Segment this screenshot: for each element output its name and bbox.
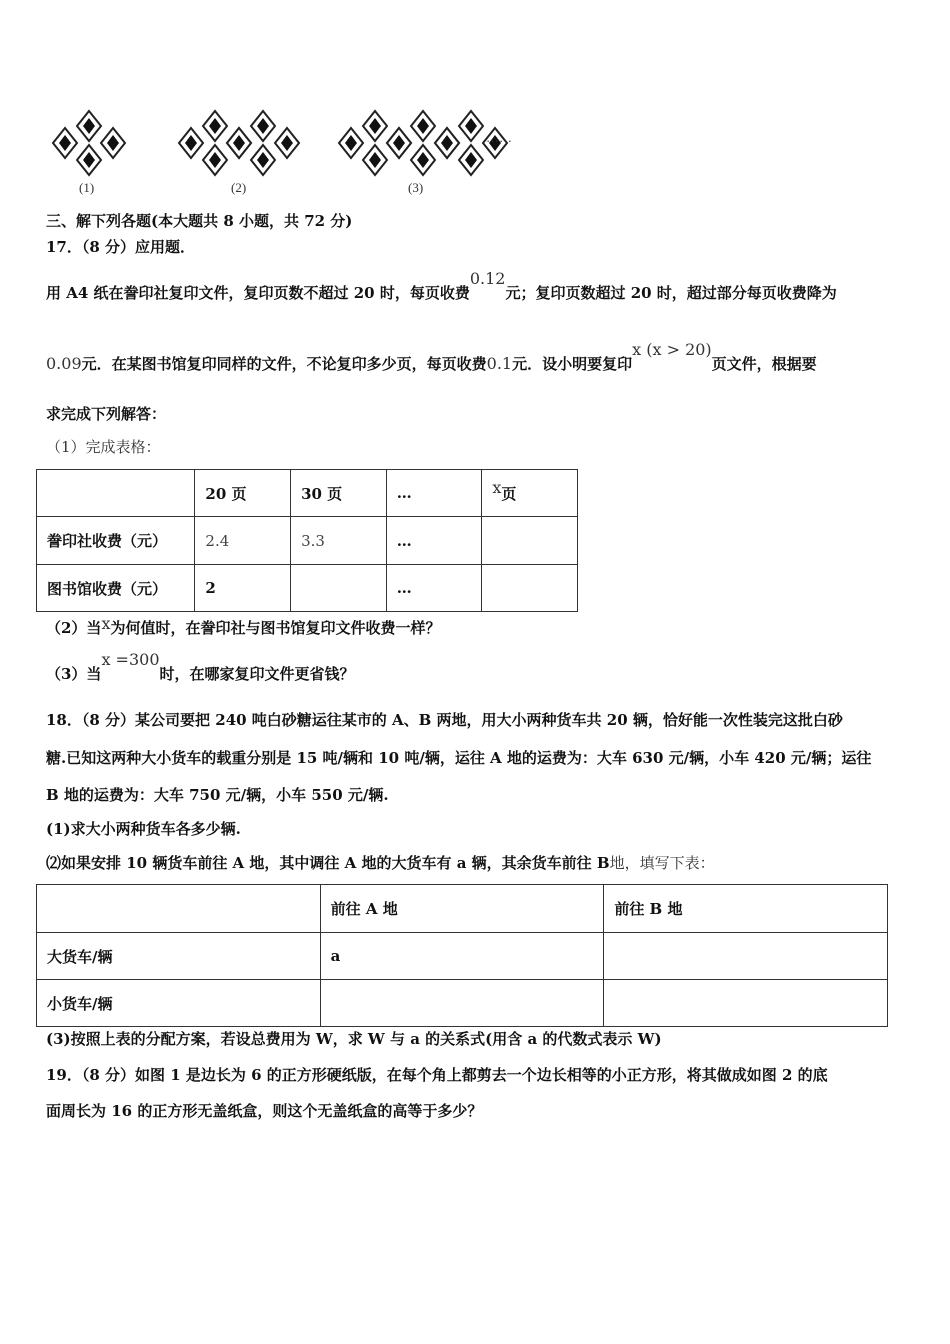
table-cell: … [386,565,482,612]
table-cell: a [320,933,604,980]
q17-line1: 用 A4 纸在誊印社复印文件，复印页数不超过 20 时，每页收费0.12元；复印页数超过 20 时，超过部分每页收费降为 [46,269,837,302]
table-cell [482,565,578,612]
q17-table [36,469,578,612]
q18-table [36,884,888,1027]
table-cell [291,565,387,612]
table-cell [37,470,195,517]
table-header: 前往 A 地 [320,885,604,933]
table-row [37,980,888,1027]
pattern-figures [40,95,560,205]
figure-2-label: (2) [231,180,247,195]
price-library: 0.1 [486,354,513,373]
table-row [37,885,888,933]
table-header: 前往 B 地 [604,885,888,933]
q17-part1: （1）完成表格： [46,438,161,456]
figure-2 [179,111,299,175]
row-label: 誊印社收费（元） [37,517,195,565]
q18-line2: 糖.已知这两种大小货车的载重分别是 15 吨/辆和 10 吨/辆，运往 A 地的运费为：大车 630 元/辆，小车 420 元/辆；运往 [46,749,872,767]
table-row [37,565,578,612]
table-cell: 3.3 [291,517,387,565]
price-reduced: 0.09 [46,354,82,373]
q18-line3: B 地的运费为：大车 750 元/辆，小车 550 元/辆. [46,786,389,804]
q17-part2: （2）当x为何值时，在誊印社与图书馆复印文件收费一样？ [46,614,441,637]
x-condition: x (x > 20) [632,340,712,359]
q18-part1: (1)求大小两种货车各多少辆. [46,820,241,838]
q17-line3: 求完成下列解答： [46,405,167,423]
q17-title: 17．（8 分）应用题． [46,238,196,256]
table-header: 20 页 [195,470,291,517]
figure-3 [339,111,507,175]
table-cell [482,517,578,565]
table-header-x: x页 [482,470,578,517]
row-label: 小货车/辆 [37,980,321,1027]
table-header: … [386,470,482,517]
q19-line1: 19．（8 分）如图 1 是边长为 6 的正方形硬纸版，在每个角上都剪去一个边长相等的小正方形，将其做成如图 2 的底 [46,1066,828,1084]
table-cell: … [386,517,482,565]
q18-line1: 18．（8 分）某公司要把 240 吨白砂糖运往某市的 A、B 两地，用大小两种货车共 20 辆，恰好能一次性装完这批白砂 [46,711,843,729]
table-cell [320,980,604,1027]
q18-part2: ⑵如果安排 10 辆货车前往 A 地，其中调往 A 地的大货车有 a 辆，其余货车前往 B地，填写下表： [46,854,715,872]
table-cell [604,933,888,980]
row-label: 大货车/辆 [37,933,321,980]
figure-1-label: (1) [79,180,95,195]
price-print-shop: 0.12 [469,269,506,288]
q17-part3: （3）当x =300时，在哪家复印文件更省钱？ [46,650,355,683]
figure-3-label: (3) [408,180,424,195]
q18-part3: (3)按照上表的分配方案，若设总费用为 W，求 W 与 a 的关系式(用含 a 的代数式表示 W) [46,1030,662,1048]
table-cell [604,980,888,1027]
q19-line2: 面周长为 16 的正方形无盖纸盒，则这个无盖纸盒的高等于多少？ [46,1102,483,1120]
figure-ellipsis: …… [486,130,512,145]
table-row [37,933,888,980]
table-header: 30 页 [291,470,387,517]
row-label: 图书馆收费（元） [37,565,195,612]
table-row [37,517,578,565]
table-cell [37,885,321,933]
table-cell: 2 [195,565,291,612]
section-heading: 三、解下列各题(本大题共 8 小题，共 72 分) [46,212,353,230]
figure-1 [53,111,125,175]
table-cell: 2.4 [195,517,291,565]
q17-line2: 0.09元．在某图书馆复印同样的文件，不论复印多少页，每页收费0.1元．设小明要复印x (x > 20)页文件，根据要 [46,340,817,373]
table-row [37,470,578,517]
